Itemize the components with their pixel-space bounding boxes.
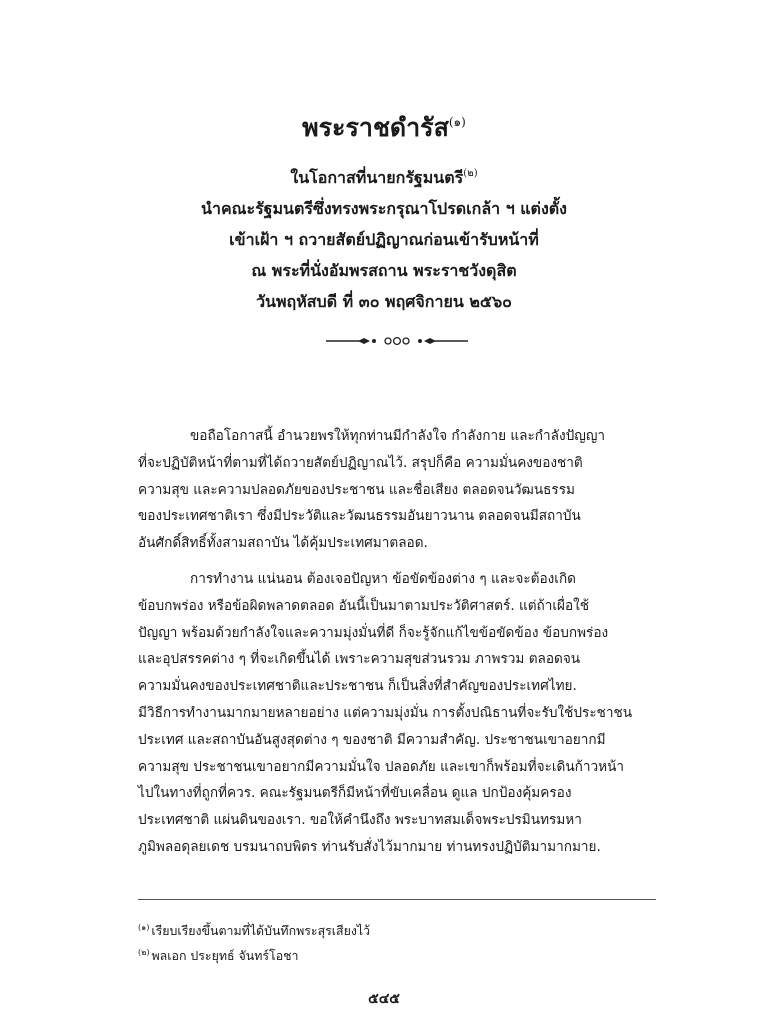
subtitle-line: ณ พระที่นั่งอัมพรสถาน พระราชวังดุสิต [251, 261, 517, 280]
paragraph-line: ความมั่นคงของประเทศชาติและประชาชน ก็เป็นสิ่งที่สำคัญของประเทศไทย. [138, 678, 577, 695]
paragraph-line: ข้อบกพร่อง หรือข้อผิดพลาดตลอด อันนี้เป็นมาตามประวัติศาสตร์. แต่ถ้าเผื่อใช้ [138, 597, 590, 614]
paragraph-line: การทำงาน แน่นอน ต้องเจอปัญหา ข้อขัดข้องต่าง ๆ และจะต้องเกิด [190, 570, 577, 587]
paragraph-line: ความสุข และความปลอดภัยของประชาชน และชื่อเสียง ตลอดจนวัฒนธรรม [138, 481, 575, 498]
subtitle-block [0, 158, 768, 317]
page-number: ๕๔๕ [368, 991, 400, 1007]
title-footnote-marker: (๑) [448, 115, 466, 129]
footnote-marker: (๑) [138, 923, 150, 932]
subtitle-line: เข้าเฝ้า ฯ ถวายสัตย์ปฏิญาณก่อนเข้ารับหน้าที่ [229, 230, 539, 249]
paragraph-line: มีวิธีการทำงานมากมายหลายอย่าง แต่ความมุ่งมั่น การตั้งปณิธานที่จะรับใช้ประชาชน [138, 704, 633, 721]
paragraph-line: และอุปสรรคต่าง ๆ ที่จะเกิดขึ้นได้ เพราะความสุขส่วนรวม ภาพรวม ตลอดจน [138, 651, 581, 668]
page-title [0, 106, 768, 144]
paragraph-line: ความสุข ประชาชนเขาอยากมีความมั่นใจ ปลอดภัย และเขาก็พร้อมที่จะเดินก้าวหน้า [138, 758, 625, 775]
subtitle-footnote-marker: (๒) [463, 168, 478, 179]
subtitle-line-text: ในโอกาสที่นายกรัฐมนตรี [290, 168, 464, 187]
paragraph-line: ขอถือโอกาสนี้ อำนวยพรให้ทุกท่านมีกำลังใจ กำลังกาย และกำลังปัญญา [190, 428, 606, 444]
footnote-text: พลเอก ประยุทธ์ จันทร์โอชา [151, 948, 299, 963]
subtitle-line: วันพฤหัสบดี ที่ ๓๐ พฤศจิกายน ๒๕๖๐ [256, 292, 512, 311]
paragraph-line: ประเทศ และสถาบันอันสูงสุดต่าง ๆ ของชาติ มีความสำคัญ. ประชาชนเขาอยากมี [138, 731, 606, 748]
footnote-marker: (๒) [138, 948, 150, 957]
paragraph [138, 566, 658, 861]
paragraph-line: ของประเทศชาติเรา ซึ่งมีประวัติและวัฒนธรรมอันยาวนาน ตลอดจนมีสถาบัน [138, 508, 581, 525]
paragraph-line: อันศักดิ์สิทธิ์ทั้งสามสถาบัน ได้คุ้มประเทศมาตลอด. [138, 535, 428, 552]
title-text: พระราชดำรัส [302, 113, 449, 142]
body-text [138, 423, 658, 870]
paragraph-line: ประเทศชาติ แผ่นดินของเรา. ขอให้คำนึงถึง พระบาทสมเด็จพระปรมินทรมหา [138, 812, 582, 829]
footnote-text: เรียบเรียงขึ้นตามที่ได้บันทึกพระสุรเสียงไว้ [151, 923, 371, 938]
paragraph-line: ภูมิพลอดุลยเดช บรมนาถบพิตร ท่านรับสั่งไว้มากมาย ท่านทรงปฏิบัติมามากมาย. [138, 838, 601, 855]
ornament-divider [324, 333, 470, 349]
paragraph-line: ที่จะปฏิบัติหน้าที่ตามที่ได้ถวายสัตย์ปฏิญาณไว้. สรุปก็คือ ความมั่นคงของชาติ [138, 454, 583, 471]
paragraph-line: ไปในทางที่ถูกที่ควร. คณะรัฐมนตรีก็มีหน้าที่ขับเคลื่อน ดูแล ปกป้องคุ้มครอง [138, 785, 572, 802]
subtitle-line [0, 158, 768, 193]
footnote-divider [138, 899, 656, 900]
footnotes [138, 917, 658, 967]
paragraph [138, 423, 658, 557]
subtitle-line: นำคณะรัฐมนตรีซึ่งทรงพระกรุณาโปรดเกล้า ฯ แต่งตั้ง [201, 199, 567, 218]
paragraph-line: ปัญญา พร้อมด้วยกำลังใจและความมุ่งมั่นที่ดี ก็จะรู้จักแก้ไขข้อขัดข้อง ข้อบกพร่อง [138, 624, 609, 641]
footnote [138, 942, 658, 967]
footnote [138, 917, 658, 942]
